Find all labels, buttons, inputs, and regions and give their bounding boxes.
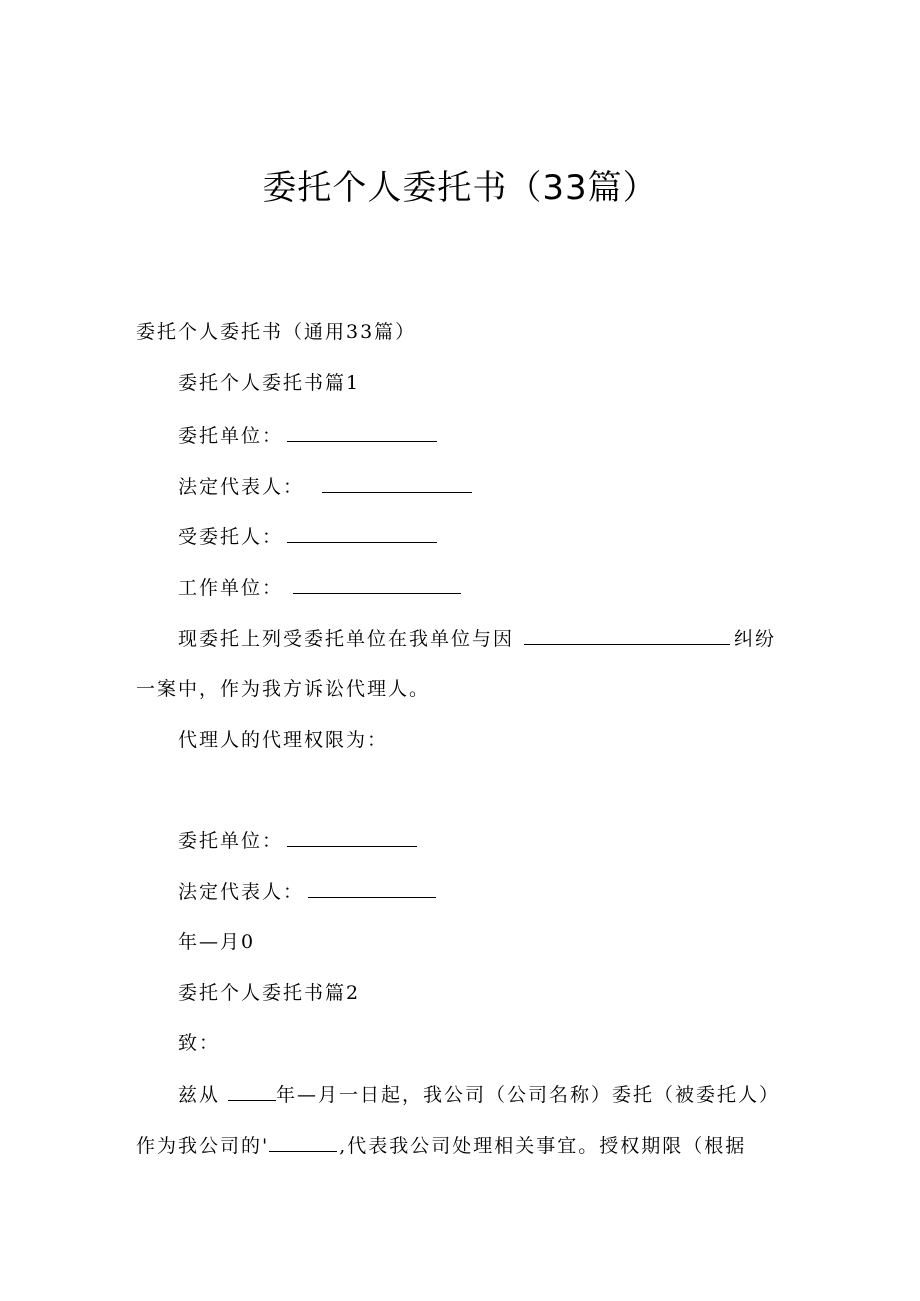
section-heading-1: 委托个人委托书篇1: [178, 372, 361, 394]
blank-line: [228, 1082, 276, 1101]
field-label: 法定代表人：: [178, 476, 305, 498]
blank-line: [287, 423, 437, 442]
paragraph-text: ,代表我公司处理相关事宜。授权期限（根据: [339, 1135, 747, 1157]
paragraph-text: 兹从: [178, 1084, 221, 1106]
paragraph-text: 年—月一日起，我公司（公司名称）委托（被委托人）: [276, 1084, 781, 1106]
paragraph-text: 作为我公司的': [136, 1135, 270, 1157]
field-row-legal-representative-sign: [178, 879, 440, 904]
paragraph-text: 现委托上列受委托单位在我单位与因: [178, 628, 515, 650]
field-label: 委托单位：: [178, 830, 284, 852]
paragraph-line: 一案中，作为我方诉讼代理人。: [136, 678, 431, 700]
field-row-entrusting-unit-sign: [178, 828, 421, 853]
blank-line: [293, 575, 461, 594]
field-row-legal-representative: [178, 474, 476, 499]
paragraph-text: 纠纷: [734, 628, 777, 650]
field-label: 委托单位：: [178, 425, 284, 447]
field-row-entrusting-unit: [178, 423, 441, 448]
section-heading-2: 委托个人委托书篇2: [178, 982, 361, 1004]
paragraph-line: [178, 626, 776, 651]
field-label: 受委托人：: [178, 526, 284, 548]
document-title: 委托个人委托书（33篇）: [262, 168, 658, 208]
field-label: 法定代表人：: [178, 881, 305, 903]
blank-line: [322, 474, 472, 493]
salutation: 致：: [178, 1032, 221, 1054]
date-line: 年—月0: [178, 931, 256, 953]
field-label: 工作单位：: [178, 577, 284, 599]
blank-line: [269, 1133, 337, 1152]
field-row-work-unit: [178, 575, 465, 600]
blank-line: [287, 828, 417, 847]
field-row-trustee: [178, 524, 441, 549]
paragraph-line: 代理人的代理权限为：: [178, 729, 389, 751]
paragraph-line: [136, 1133, 746, 1158]
blank-line: [524, 626, 730, 645]
blank-line: [287, 524, 437, 543]
subtitle: 委托个人委托书（通用33篇）: [136, 321, 417, 343]
paragraph-line: [178, 1082, 780, 1107]
blank-line: [308, 879, 436, 898]
